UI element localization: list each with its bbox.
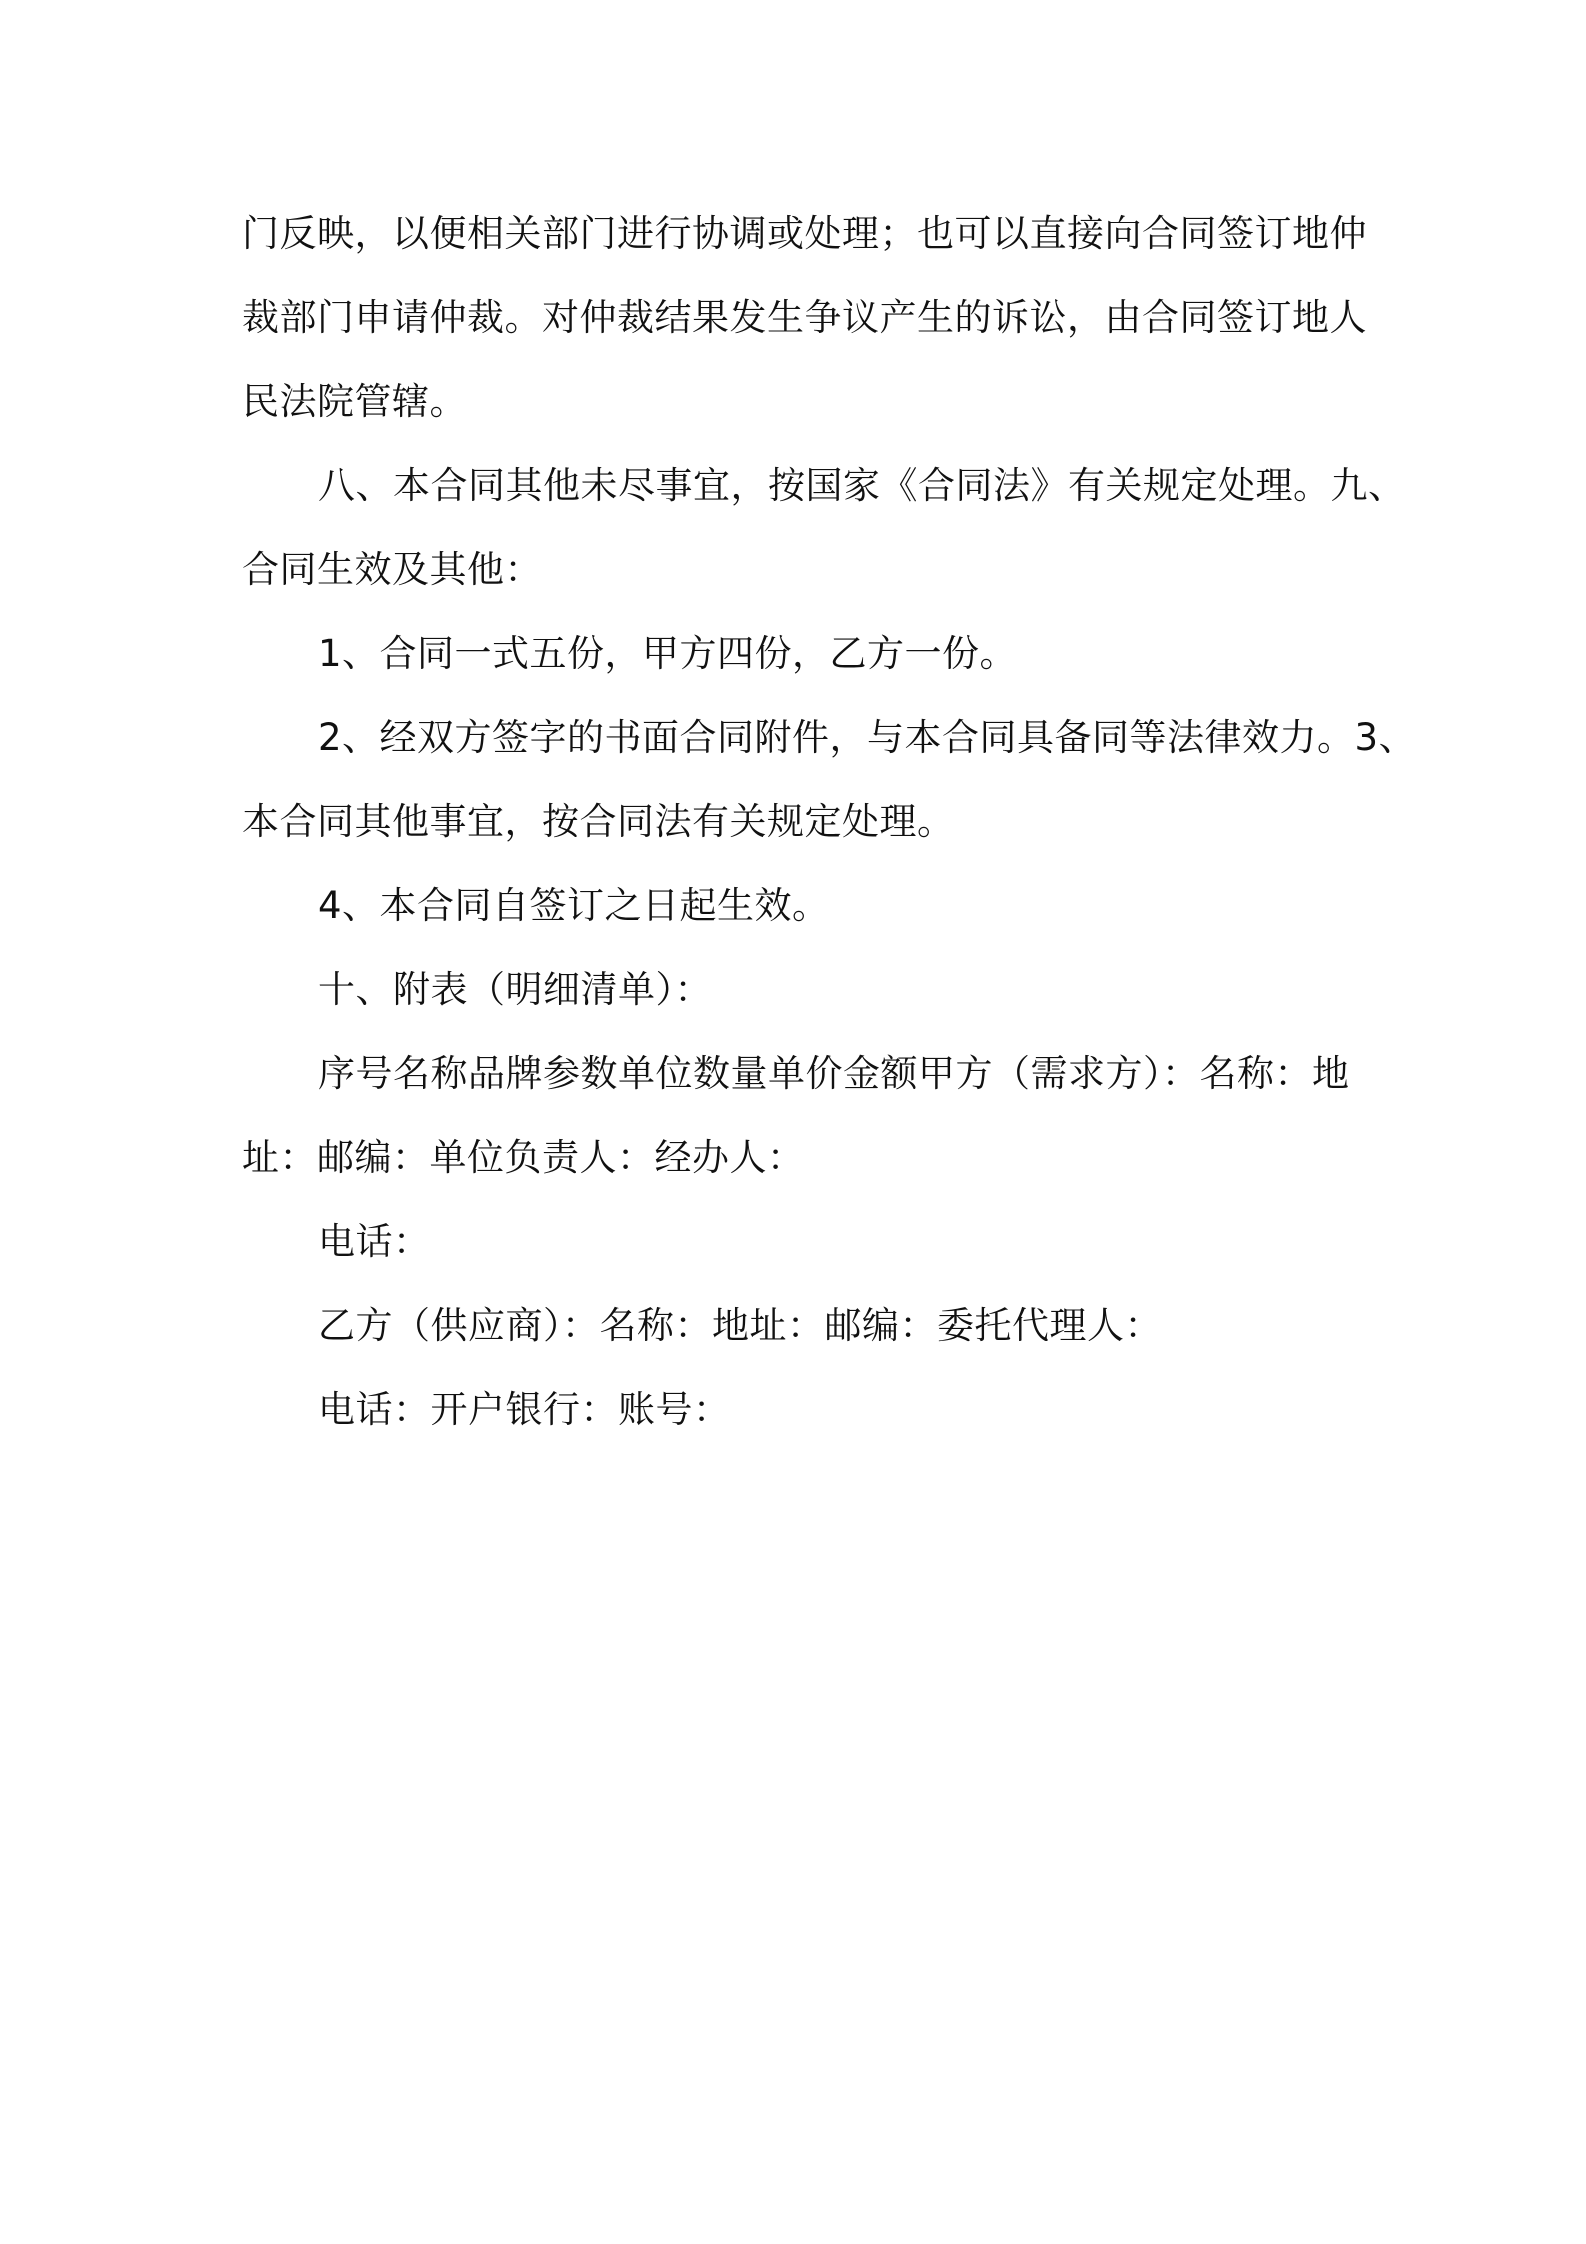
text-line-6: 1、合同一式五份，甲方四份，乙方一份。 (318, 632, 1018, 675)
text-line-10: 十、附表（明细清单）： (318, 968, 712, 1011)
text-line-2: 裁部门申请仲裁。对仲裁结果发生争议产生的诉讼，由合同签订地人 (242, 296, 1367, 339)
text-line-5: 合同生效及其他： (242, 548, 542, 591)
text-line-7: 2、经双方签字的书面合同附件，与本合同具备同等法律效力。3、 (318, 716, 1417, 759)
text-line-11: 序号名称品牌参数单位数量单价金额甲方（需求方）：名称：地 (318, 1052, 1350, 1095)
text-line-13: 电话： (318, 1220, 431, 1263)
document-body (242, 192, 1417, 1452)
text-line-8: 本合同其他事宜，按合同法有关规定处理。 (242, 800, 955, 843)
text-line-12: 址：邮编：单位负责人：经办人： (242, 1136, 805, 1179)
text-line-4: 八、本合同其他未尽事宜，按国家《合同法》有关规定处理。九、 (318, 464, 1406, 507)
text-line-3: 民法院管辖。 (242, 380, 467, 423)
text-line-9: 4、本合同自签订之日起生效。 (318, 884, 830, 927)
text-line-14: 乙方（供应商）：名称：地址：邮编：委托代理人： (318, 1304, 1162, 1347)
text-line-15: 电话：开户银行：账号： (318, 1388, 731, 1431)
text-line-1: 门反映，以便相关部门进行协调或处理；也可以直接向合同签订地仲 (242, 212, 1367, 255)
